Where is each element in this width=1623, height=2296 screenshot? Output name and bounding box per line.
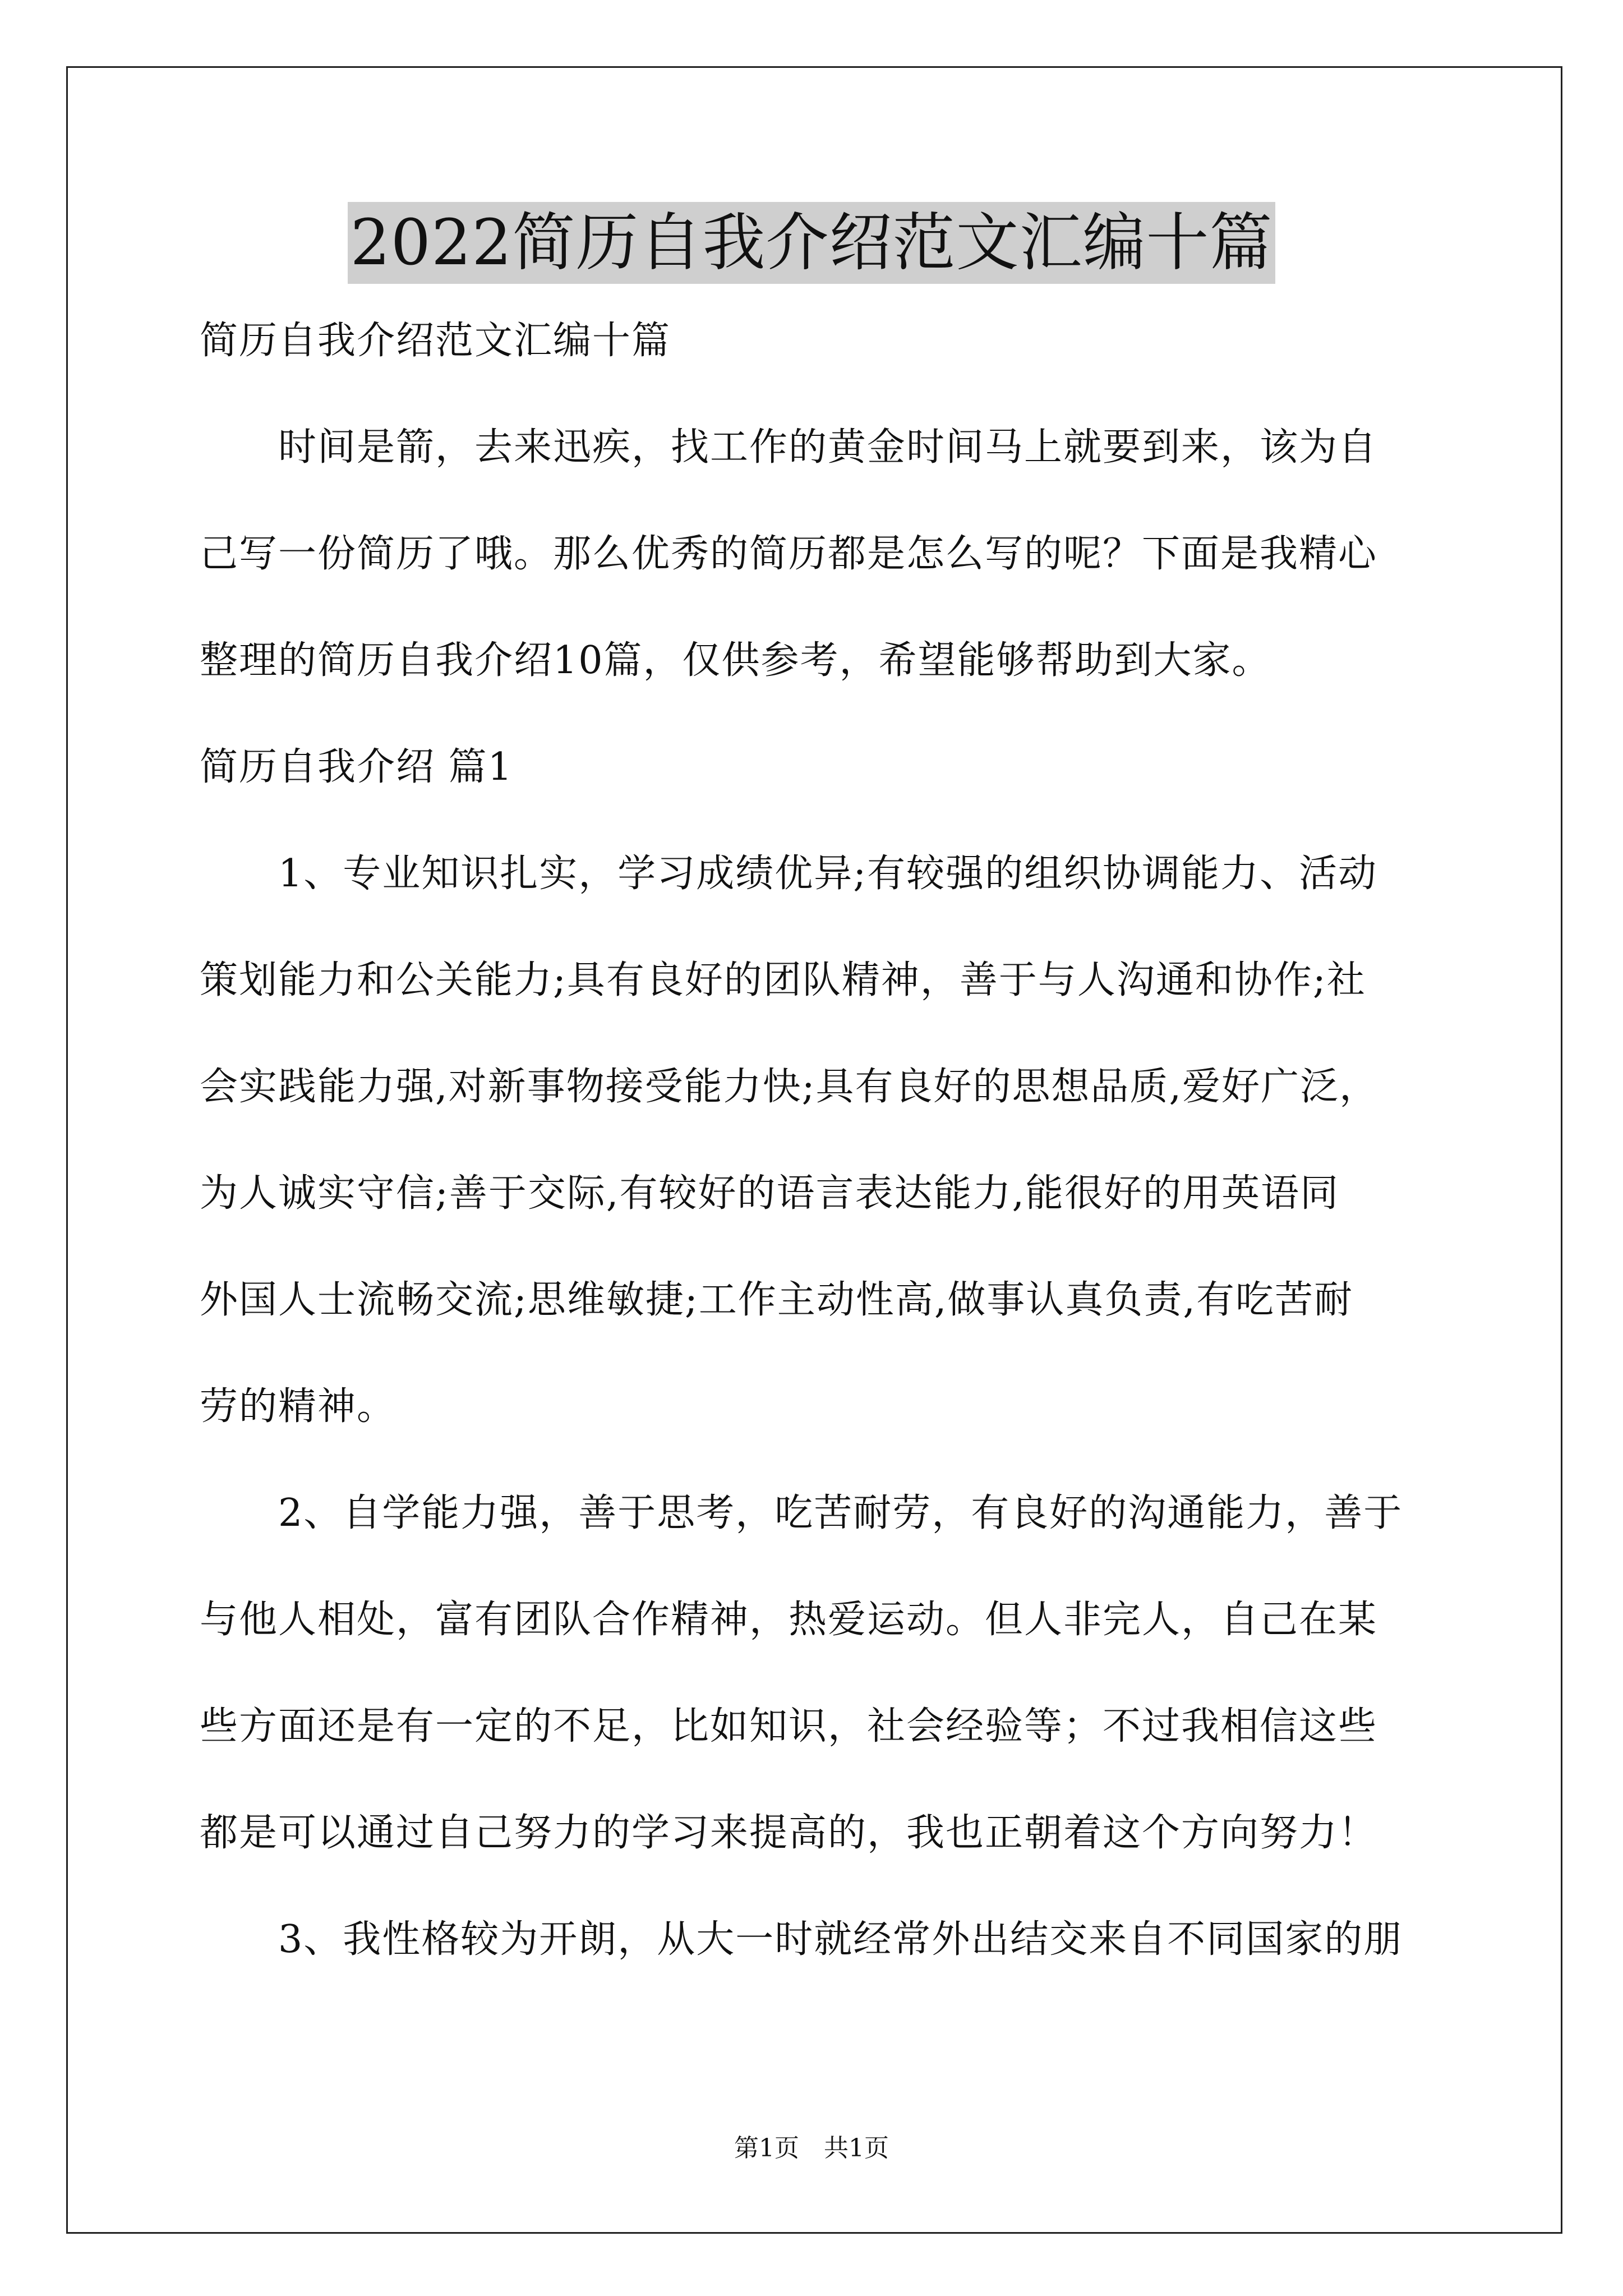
paragraph-line: 劳的精神。: [200, 1384, 396, 1429]
paragraph-line: 整理的简历自我介绍10篇，仅供参考，希望能够帮助到大家。: [200, 638, 1271, 683]
paragraph-line: 2、自学能力强，善于思考，吃苦耐劳，有良好的沟通能力，善于: [278, 1491, 1403, 1535]
paragraph-line: 会实践能力强,对新事物接受能力快;具有良好的思想品质,爱好广泛，: [200, 1065, 1379, 1109]
page-footer: [0, 2132, 1623, 2165]
paragraph-line: 与他人相处，富有团队合作精神，热爱运动。但人非完人，自己在某: [200, 1598, 1378, 1642]
paragraph-line: 策划能力和公关能力;具有良好的团队精神，善于与人沟通和协作;社: [200, 958, 1366, 1002]
paragraph-line: 些方面还是有一定的不足，比如知识，社会经验等；不过我相信这些: [200, 1704, 1378, 1749]
paragraph-line: 为人诚实守信;善于交际,有较好的语言表达能力,能很好的用英语同: [200, 1171, 1340, 1216]
title-container: [0, 202, 1623, 284]
page-total: 共1页: [824, 2134, 889, 2162]
document-subtitle-line: 简历自我介绍范文汇编十篇: [200, 319, 671, 363]
page-border: [66, 66, 1562, 2234]
paragraph-line: 外国人士流畅交流;思维敏捷;工作主动性高,做事认真负责,有吃苦耐: [200, 1278, 1354, 1322]
document-title: 2022简历自我介绍范文汇编十篇: [348, 202, 1275, 284]
paragraph-line: 己写一份简历了哦。那么优秀的简历都是怎么写的呢？下面是我精心: [200, 532, 1378, 576]
paragraph-line: 3、我性格较为开朗，从大一时就经常外出结交来自不同国家的朋: [278, 1917, 1403, 1962]
paragraph-line: 1、专业知识扎实，学习成绩优异;有较强的组织协调能力、活动: [278, 852, 1378, 896]
paragraph-line: 都是可以通过自己努力的学习来提高的，我也正朝着这个方向努力！: [200, 1811, 1378, 1855]
section-heading-line: 简历自我介绍 篇1: [200, 745, 513, 789]
page-number: 第1页: [734, 2134, 799, 2162]
paragraph-line: 时间是箭，去来迅疾，找工作的黄金时间马上就要到来，该为自: [278, 425, 1378, 470]
